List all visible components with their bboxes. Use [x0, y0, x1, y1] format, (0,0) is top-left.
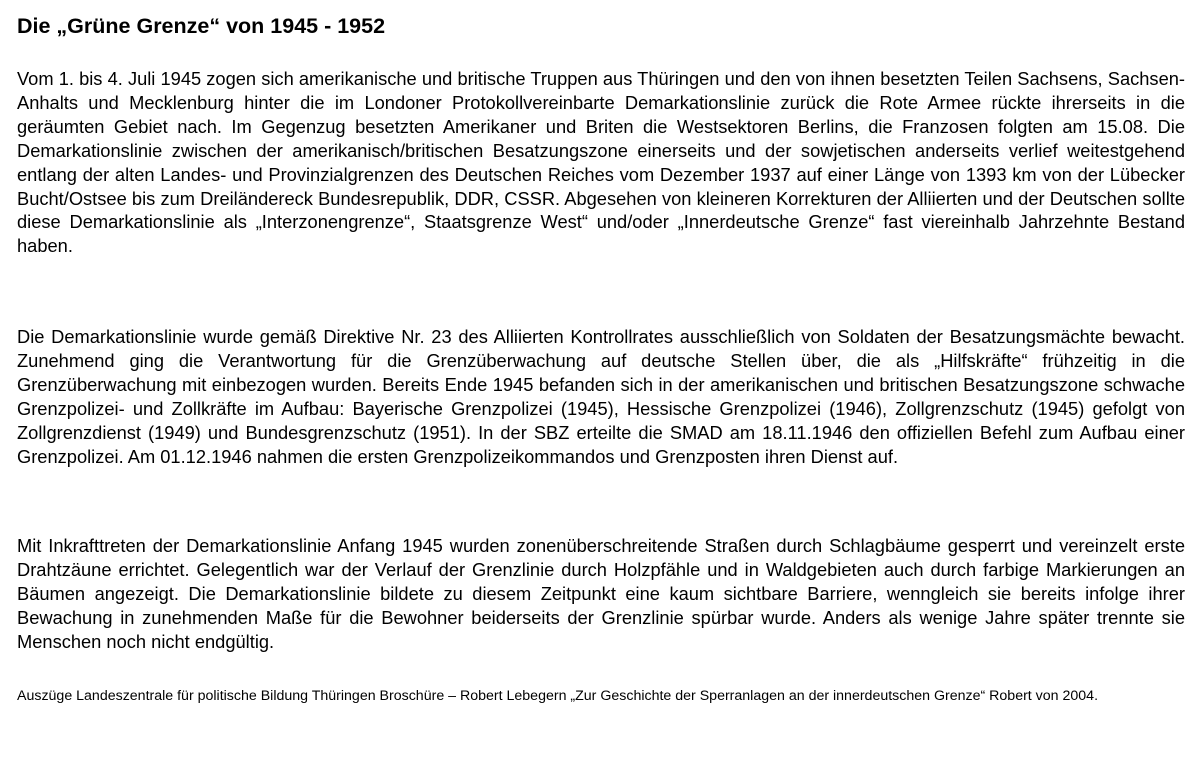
- paragraph-withdrawal: Vom 1. bis 4. Juli 1945 zogen sich amerikanische und britische Truppen aus Thüringen und den von ihnen besetzten Teilen Sachsens, Sachsen-Anhalts und Mecklenburg hinter die im Londoner Protokollvereinbarte Demarkationslinie zurück die Rote Armee rückte ihrerseits in die geräumten Gebiet nach. Im Gegenzug besetzten Amerikaner und Briten die Westsektoren Berlins, die Franzosen folgten am 15.08. Die Demarkationslinie zwischen der amerikanisch/britischen Besatzungszone einerseits und der sowjetischen anderseits verlief weitestgehend entlang der alten Landes- und Provinzialgrenzen des Deutschen Reiches vom Dezember 1937 auf einer Länge von 1393 km von der Lübecker Bucht/Ostsee bis zum Dreiländereck Bundesrepublik, DDR, CSSR. Abgesehen von kleineren Korrekturen der Alliierten und der Deutschen sollte diese Demarkationslinie als „Interzonengrenze“, Staatsgrenze West“ und/oder „Innerdeutsche Grenze“ fast viereinhalb Jahrzehnte Bestand haben.: [17, 68, 1185, 257]
- document-title: Die „Grüne Grenze“ von 1945 - 1952: [17, 14, 386, 38]
- paragraph-barriers: Mit Inkrafttreten der Demarkationslinie Anfang 1945 wurden zonenüberschreitende Straßen durch Schlagbäume gesperrt und vereinzelt erste Drahtzäune errichtet. Gelegentlich war der Verlauf der Grenzlinie durch Holzpfähle und in Waldgebieten auch durch farbige Markierungen an Bäumen angezeigt. Die Demarkationslinie bildete zu diesem Zeitpunkt eine kaum sichtbare Barriere, wenngleich sie bereits infolge ihrer Bewachung in zunehmenden Maße für die Bewohner beiderseits der Grenzlinie spürbar wurde. Anders als wenige Jahre später trennte sie Menschen noch nicht endgültig.: [17, 535, 1185, 652]
- paragraph-border-guard: Die Demarkationslinie wurde gemäß Direktive Nr. 23 des Alliierten Kontrollrates ausschließlich von Soldaten der Besatzungsmächte bewacht. Zunehmend ging die Verantwortung für die Grenzüberwachung auf deutsche Stellen über, die als „Hilfskräfte“ frühzeitig in die Grenzüberwachung mit einbezogen wurden. Bereits Ende 1945 befanden sich in der amerikanischen und britischen Besatzungszone schwache Grenzpolizei- und Zollkräfte im Aufbau: Bayerische Grenzpolizei (1945), Hessische Grenzpolizei (1946), Zollgrenzschutz (1945) gefolgt von Zollgrenzdienst (1949) und Bundesgrenzschutz (1951). In der SBZ erteilte die SMAD am 18.11.1946 den offiziellen Befehl zum Aufbau einer Grenzpolizei. Am 01.12.1946 nahmen die ersten Grenzpolizeikommandos und Grenzposten ihren Dienst auf.: [17, 326, 1185, 467]
- source-citation: Auszüge Landeszentrale für politische Bildung Thüringen Broschüre – Robert Lebegern „Zur Geschichte der Sperranlagen an der innerdeutschen Grenze“ Robert von 2004.: [17, 688, 1099, 704]
